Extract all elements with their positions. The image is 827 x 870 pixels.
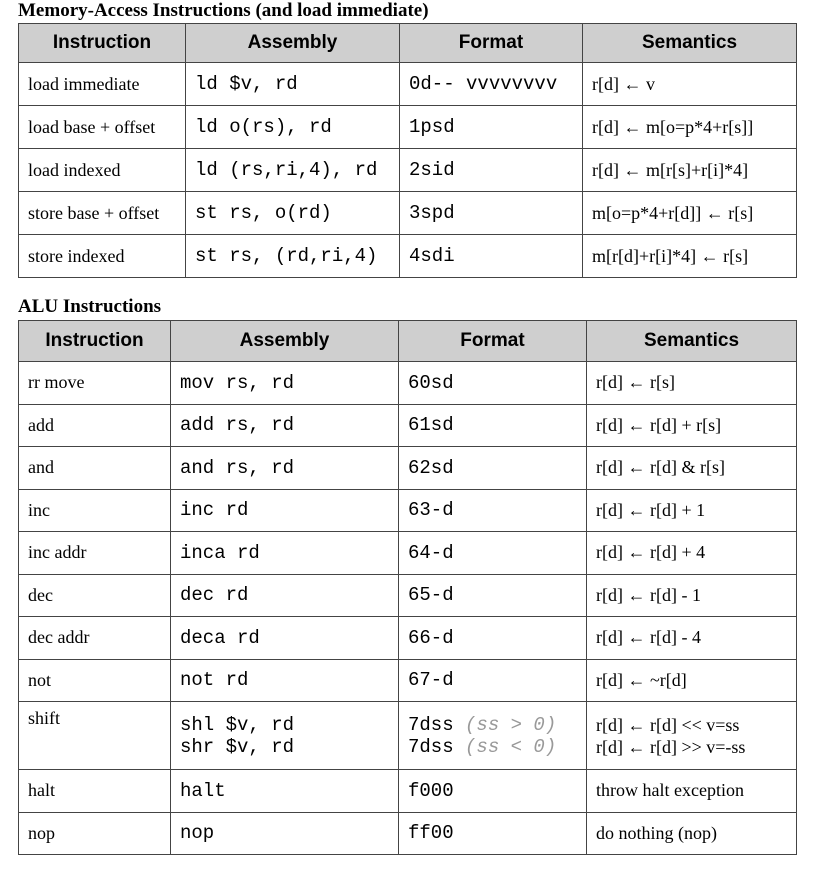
table-row (19, 63, 797, 106)
column-header-assembly: Assembly (186, 24, 400, 63)
semantics-line-shr: r[d] ← r[d] >> v=-ss (596, 736, 746, 757)
semantics-cell: r[d] ← r[d] - 4 (587, 617, 797, 660)
instruction-cell: store indexed (19, 235, 186, 278)
format-cell: 60sd (399, 362, 587, 405)
instruction-cell: inc addr (19, 532, 171, 575)
instruction-cell: shift (19, 702, 171, 770)
table-row (19, 659, 797, 702)
instruction-cell: inc (19, 489, 171, 532)
table-row (19, 532, 797, 575)
instruction-cell: rr move (19, 362, 171, 405)
alu-instructions-table (18, 320, 797, 855)
format-line-shl (408, 714, 577, 736)
table-row (19, 404, 797, 447)
assembly-cell: nop (171, 812, 399, 855)
semantics-line-shl: r[d] ← r[d] << v=ss (596, 714, 740, 735)
format-cell: 1psd (400, 106, 583, 149)
column-header-format: Format (399, 321, 587, 362)
column-header-instruction: Instruction (19, 321, 171, 362)
semantics-cell: r[d] ← r[d] - 1 (587, 574, 797, 617)
table-row (19, 106, 797, 149)
column-header-assembly: Assembly (171, 321, 399, 362)
assembly-cell: dec rd (171, 574, 399, 617)
format-line-shr (408, 736, 577, 758)
assembly-cell: inc rd (171, 489, 399, 532)
memory-section-title: Memory-Access Instructions (and load immediate) (18, 0, 429, 21)
assembly-cell: halt (171, 770, 399, 813)
format-cell: 4sdi (400, 235, 583, 278)
format-cell: ff00 (399, 812, 587, 855)
assembly-cell: deca rd (171, 617, 399, 660)
instruction-cell: not (19, 659, 171, 702)
instruction-cell: dec (19, 574, 171, 617)
semantics-cell: do nothing (nop) (587, 812, 797, 855)
semantics-cell: r[d] ← r[s] (587, 362, 797, 405)
format-cell: 66-d (399, 617, 587, 660)
semantics-cell: r[d] ← r[d] + 1 (587, 489, 797, 532)
assembly-cell: add rs, rd (171, 404, 399, 447)
table-header-row (19, 24, 797, 63)
assembly-line-shl: shl $v, rd (180, 713, 295, 736)
column-header-format: Format (400, 24, 583, 63)
table-row (19, 447, 797, 490)
memory-instructions-table (18, 23, 797, 278)
format-cell: 2sid (400, 149, 583, 192)
instruction-cell: load indexed (19, 149, 186, 192)
table-header-row (19, 321, 797, 362)
assembly-cell: st rs, (rd,ri,4) (186, 235, 400, 278)
instruction-cell: load immediate (19, 63, 186, 106)
format-cell: 65-d (399, 574, 587, 617)
semantics-cell: r[d] ← m[r[s]+r[i]*4] (583, 149, 797, 192)
semantics-cell: r[d] ← r[d] + r[s] (587, 404, 797, 447)
table-row (19, 617, 797, 660)
table-row (19, 812, 797, 855)
assembly-cell: mov rs, rd (171, 362, 399, 405)
instruction-cell: nop (19, 812, 171, 855)
instruction-cell: store base + offset (19, 192, 186, 235)
table-row (19, 235, 797, 278)
semantics-cell (587, 702, 797, 770)
format-cell: 3spd (400, 192, 583, 235)
format-note: (ss < 0) (465, 735, 557, 758)
column-header-instruction: Instruction (19, 24, 186, 63)
format-code: 7dss (408, 713, 454, 736)
semantics-cell: m[r[d]+r[i]*4] ← r[s] (583, 235, 797, 278)
instruction-cell: load base + offset (19, 106, 186, 149)
table-row (19, 362, 797, 405)
format-note: (ss > 0) (465, 713, 557, 736)
table-row (19, 149, 797, 192)
semantics-cell: m[o=p*4+r[d]] ← r[s] (583, 192, 797, 235)
table-row (19, 574, 797, 617)
assembly-cell: not rd (171, 659, 399, 702)
format-cell: 63-d (399, 489, 587, 532)
column-header-semantics: Semantics (587, 321, 797, 362)
assembly-cell: ld $v, rd (186, 63, 400, 106)
alu-section-title: ALU Instructions (18, 296, 162, 317)
format-cell: 61sd (399, 404, 587, 447)
assembly-cell: inca rd (171, 532, 399, 575)
format-cell: 0d-- vvvvvvvv (400, 63, 583, 106)
table-row-shift (19, 702, 797, 770)
column-header-semantics: Semantics (583, 24, 797, 63)
assembly-cell: ld o(rs), rd (186, 106, 400, 149)
assembly-cell (171, 702, 399, 770)
instruction-cell: halt (19, 770, 171, 813)
semantics-cell: r[d] ← ~r[d] (587, 659, 797, 702)
semantics-cell: r[d] ← r[d] + 4 (587, 532, 797, 575)
format-cell: 64-d (399, 532, 587, 575)
format-cell: f000 (399, 770, 587, 813)
table-row (19, 192, 797, 235)
format-cell: 67-d (399, 659, 587, 702)
format-cell (399, 702, 587, 770)
semantics-cell: r[d] ← m[o=p*4+r[s]] (583, 106, 797, 149)
instruction-cell: dec addr (19, 617, 171, 660)
format-code: 7dss (408, 735, 454, 758)
instruction-cell: add (19, 404, 171, 447)
semantics-cell: r[d] ← r[d] & r[s] (587, 447, 797, 490)
semantics-cell: throw halt exception (587, 770, 797, 813)
table-row (19, 489, 797, 532)
assembly-cell: st rs, o(rd) (186, 192, 400, 235)
instruction-cell: and (19, 447, 171, 490)
table-row (19, 770, 797, 813)
format-cell: 62sd (399, 447, 587, 490)
assembly-cell: and rs, rd (171, 447, 399, 490)
assembly-cell: ld (rs,ri,4), rd (186, 149, 400, 192)
assembly-line-shr: shr $v, rd (180, 735, 295, 758)
semantics-cell: r[d] ← v (583, 63, 797, 106)
